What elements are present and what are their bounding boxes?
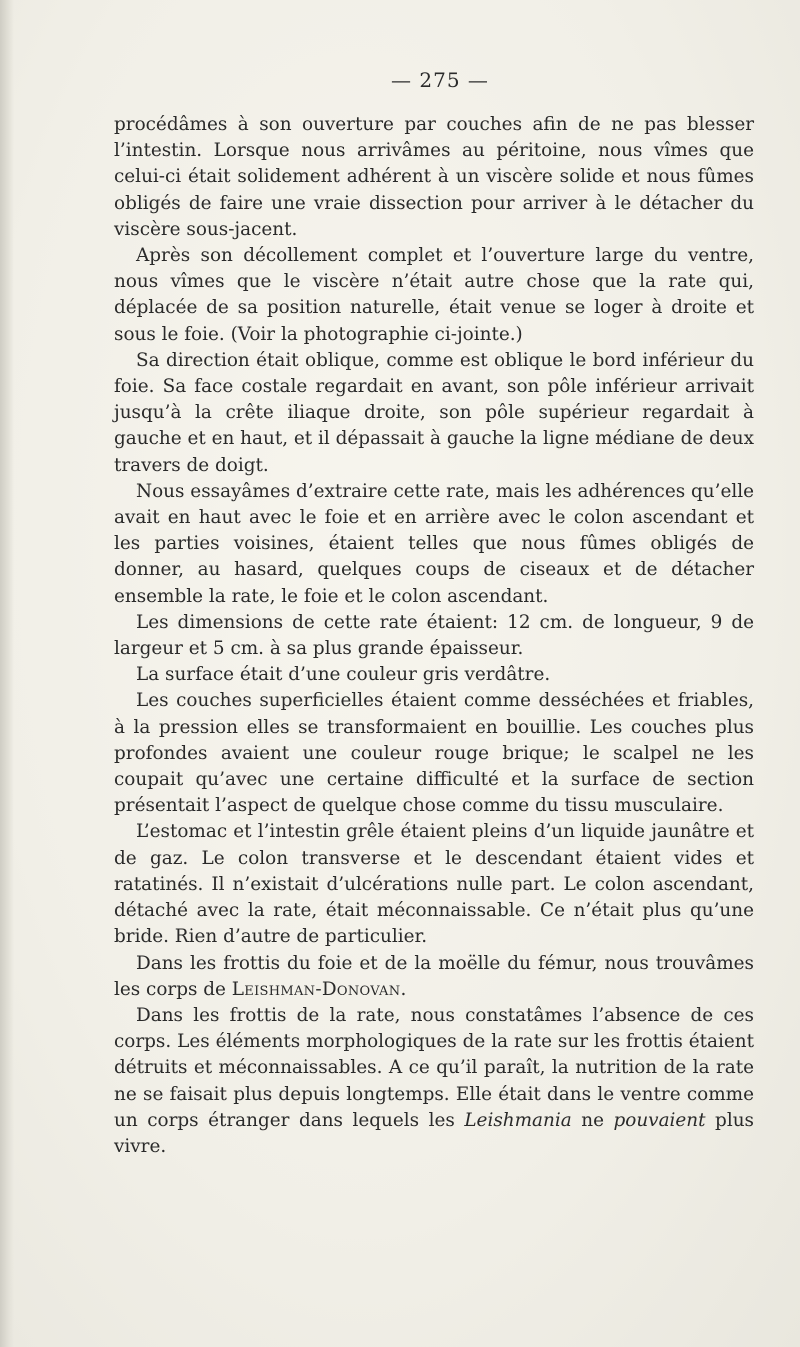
italic-term: pouvaient: [613, 1109, 706, 1131]
body-text: [114, 112, 754, 1160]
paragraph: L’estomac et l’intestin grêle étaient pleins d’un liquide jaunâtre et de gaz. Le colon transverse et le descendant étaient vides et ratatinés. Il n’existait d’ulcérations nulle part. Le colon ascendant, détaché avec la rate, était méconnaissable. Ce n’était plus qu’une bride. Rien d’autre de particulier.: [114, 821, 754, 948]
text-run: Dans les frottis de la rate, nous constatâmes l’absence de ces corps. Les éléments morphologiques de la rate sur les frottis étaient détruits et méconnaissables. A ce qu’il paraît, la nutrition de la rate ne se faisait plus depuis longtemps. Elle était dans le ventre comme un corps étranger dans lequels les: [114, 1004, 754, 1131]
text-run: ne: [571, 1109, 614, 1131]
paragraph: Les dimensions de cette rate étaient: 12 cm. de longueur, 9 de largeur et 5 cm. à sa plus grande épaisseur.: [114, 611, 754, 660]
paragraph: Sa direction était oblique, comme est oblique le bord inférieur du foie. Sa face costale regardait en avant, son pôle inférieur arrivait jusqu’à la crête iliaque droite, son pôle supérieur regardait à gauche et en haut, et il dépassait à gauche la ligne médiane de deux travers de doigt.: [114, 349, 754, 476]
text-run: .: [400, 978, 407, 1000]
paragraph-leishman-donovan: [114, 951, 754, 1003]
italic-term: Leishmania: [464, 1109, 572, 1131]
paragraph: Nous essayâmes d’extraire cette rate, mais les adhérences qu’elle avait en haut avec le foie et en arrière avec le colon ascendant et les parties voisines, étaient telles que nous fûmes obligés de donner, au hasard, quelques coups de ciseaux et de détacher ensemble la rate, le foie et le colon ascendant.: [114, 480, 754, 607]
author-name-small-caps: Leishman-Donovan: [231, 978, 401, 1000]
paragraph-final: [114, 1003, 754, 1160]
paragraph: Après son décollement complet et l’ouverture large du ventre, nous vîmes que le viscère n’était autre chose que la rate qui, déplacée de sa position naturelle, était venue se loger à droite et sous le foie. (Voir la photographie ci-jointe.): [114, 245, 754, 345]
text-run: plus vivre.: [114, 1109, 754, 1157]
page-number: — 275 —: [391, 68, 489, 92]
page-binding-shadow: [0, 0, 14, 1347]
paragraph: La surface était d’une couleur gris verdâtre.: [136, 664, 551, 686]
paragraph: procédâmes à son ouverture par couches afin de ne pas blesser l’intestin. Lorsque nous arrivâmes au péritoine, nous vîmes que celui-ci était solidement adhérent à un viscère solide et nous fûmes obligés de faire une vraie dissection pour arriver à le détacher du viscère sous-jacent.: [114, 114, 754, 240]
text-run: Dans les frottis du foie et de la moëlle du fémur, nous trouvâmes les corps de: [114, 952, 754, 1000]
paragraph: Les couches superficielles étaient comme desséchées et friables, à la pression elles se transformaient en bouillie. Les couches plus profondes avaient une couleur rouge brique; le scalpel ne les coupait qu’avec une certaine difficulté et la surface de section présentait l’aspect de quelque chose comme du tissu musculaire.: [114, 690, 754, 817]
